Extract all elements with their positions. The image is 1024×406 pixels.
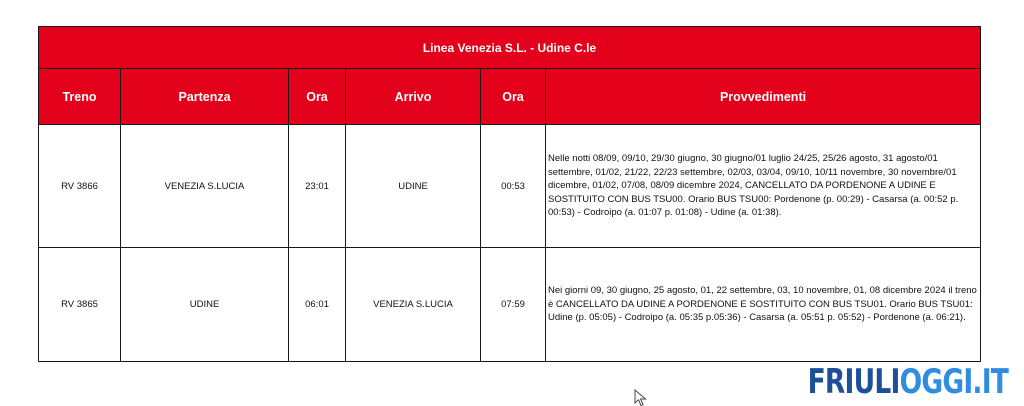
header-partenza: Partenza [121, 69, 289, 125]
table-header-row [39, 69, 981, 125]
header-arrivo: Arrivo [346, 69, 481, 125]
cell-ora-arrivo: 07:59 [481, 248, 546, 362]
table-title-row [39, 27, 981, 69]
header-treno: Treno [39, 69, 121, 125]
table-row [39, 125, 981, 248]
cell-arrivo: UDINE [346, 125, 481, 248]
cell-provvedimenti: Nei giorni 09, 30 giugno, 25 agosto, 01, 22 settembre, 03, 10 novembre, 01, 08 dicembre 2024 il treno è CANCELLATO DA UDINE A PORDENONE E SOSTITUITO CON BUS TSU01. Orario BUS TSU01: Udine (p. 05:05) - Codroipo (a. 05:35 p.05:36) - Casarsa (a. 05:51 p. 05:52) - Pordenone (a. 06:21). [546, 248, 981, 362]
table-row [39, 248, 981, 362]
cell-ora-arrivo: 00:53 [481, 125, 546, 248]
mouse-pointer-icon [634, 389, 648, 406]
logo-part-friuli: FRIULI [807, 362, 900, 402]
header-ora-partenza: Ora [289, 69, 346, 125]
cell-partenza: VENEZIA S.LUCIA [121, 125, 289, 248]
friulioggi-logo[interactable] [807, 362, 1008, 402]
header-provvedimenti: Provvedimenti [546, 69, 981, 125]
cell-treno: RV 3866 [39, 125, 121, 248]
cell-ora-partenza: 23:01 [289, 125, 346, 248]
cell-partenza: UDINE [121, 248, 289, 362]
header-ora-arrivo: Ora [481, 69, 546, 125]
cell-ora-partenza: 06:01 [289, 248, 346, 362]
table-title: Linea Venezia S.L. - Udine C.le [39, 27, 981, 69]
logo-part-oggi: OGGI.IT [899, 362, 1008, 402]
schedule-table [38, 26, 981, 362]
cell-treno: RV 3865 [39, 248, 121, 362]
cell-provvedimenti: Nelle notti 08/09, 09/10, 29/30 giugno, 30 giugno/01 luglio 24/25, 25/26 agosto, 31 agosto/01 settembre, 01/02, 21/22, 22/23 settembre, 02/03, 03/04, 09/10, 10/11 novembre, 30 novembre/01 dicembre, 01/02, 07/08, 08/09 dicembre 2024, CANCELLATO DA PORDENONE A UDINE E SOSTITUITO CON BUS TSU00. Orario BUS TSU00: Pordenone (p. 00:29) - Casarsa (a. 00:52 p. 00:53) - Codroipo (a. 01:07 p. 01:08) - Udine (a. 01:38). [546, 125, 981, 248]
cell-arrivo: VENEZIA S.LUCIA [346, 248, 481, 362]
